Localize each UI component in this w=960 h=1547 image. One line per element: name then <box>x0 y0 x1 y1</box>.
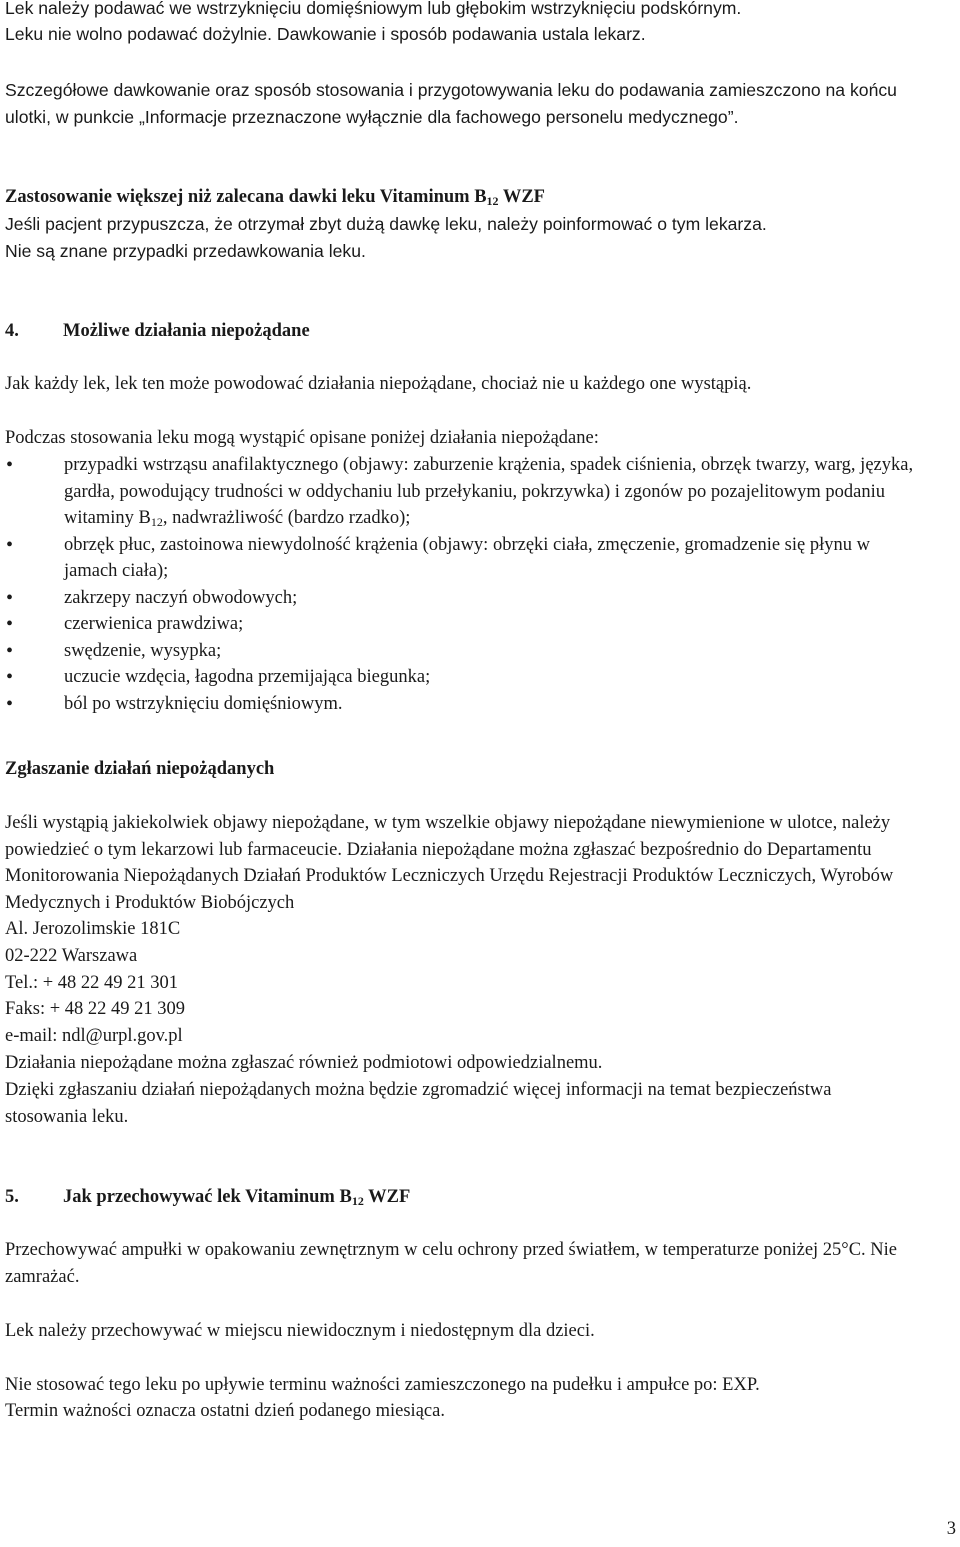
phone-number: Tel.: + 48 22 49 21 301 <box>5 973 179 993</box>
list-item: • obrzęk płuc, zastoinowa niewydolność krążenia (objawy: obrzęki ciała, zmęczenie, gromadzenie się płynu w jamach ciała); <box>6 533 870 581</box>
list-item: • czerwienica prawdziwa; <box>5 611 955 638</box>
address-city: 02-222 Warszawa <box>5 946 138 966</box>
page-number: 3 <box>946 1519 956 1539</box>
children-warning: Lek należy przechowywać w miejscu niewidocznym i niedostępnym dla dzieci. <box>5 1321 595 1341</box>
reporting-paragraph: Jeśli wystąpią jakiekolwiek objawy niepożądane, w tym wszelkie objawy niepożądane niewymienione w ulotce, należy powiedzieć o tym lekarzowi lub farmaceucie. Działania niepożądane można zgłaszać bezpośrednio do Departamentu Monitorowania Niepożądanych Działań Produktów Leczniczych Urzędu Rejestracji Produktów Leczniczych, Wyrobów Medycznych i Produktów Biobójczych <box>5 813 894 913</box>
reporting-also: Działania niepożądane można zgłaszać również podmiotowi odpowiedzialnemu. <box>5 1053 603 1073</box>
section-5-heading: 5. Jak przechowywać lek Vitaminum $B_{12}$ WZF <box>5 1187 411 1208</box>
overdose-heading: Zastosowanie większej niż zalecana dawki leku Vitaminum $B_{12}$ WZF <box>5 187 545 208</box>
expiry-line-2: Termin ważności oznacza ostatni dzień podanego miesiąca. <box>5 1401 445 1421</box>
section-4-heading: 4. Możliwe działania niepożądane <box>5 321 310 341</box>
email-address: e-mail: ndl@urpl.gov.pl <box>5 1026 183 1046</box>
overdose-line-1: Jeśli pacjent przypuszcza, że otrzymał zbyt dużą dawkę leku, należy poinformować o tym lekarza. <box>5 214 767 234</box>
list-item: • przypadki wstrząsu anafilaktycznego (objawy: zaburzenie krążenia, spadek ciśnienia, obrzęk twarzy, warg, języka, gardła, powodujący trudności w oddychaniu lub przełykaniu, pokrzywka) i zgonów po pozajelitowym podaniu witaminy $B_{12}$, nadwrażliwość (bardzo rzadko); <box>6 454 914 529</box>
list-item: • zakrzepy naczyń obwodowych; <box>5 585 955 612</box>
bullet-icon: • <box>6 666 14 688</box>
bullet-icon: • <box>6 586 14 609</box>
storage-instructions: Przechowywać ampułki w opakowaniu zewnętrznym w celu ochrony przed światłem, w temperaturze poniżej 25°C. Nie zamrażać. <box>5 1240 898 1287</box>
bullet-icon: • <box>6 639 14 662</box>
detail-paragraph: Szczegółowe dawkowanie oraz sposób stosowania i przygotowywania leku do podawania zamieszczono na końcu ulotki, w punkcie „Informacje przeznaczone wyłącznie dla fachowego personelu medycznego”. <box>5 80 897 127</box>
overdose-line-2: Nie są znane przypadki przedawkowania leku. <box>5 241 366 261</box>
bullet-icon: • <box>6 692 14 715</box>
bullet-icon: • <box>6 454 14 476</box>
reporting-benefit: Dzięki zgłaszaniu działań niepożądanych można będzie zgromadzić więcej informacji na temat bezpieczeństwa stosowania leku. <box>5 1080 832 1127</box>
side-effects-list <box>5 452 955 717</box>
reporting-heading: Zgłaszanie działań niepożądanych <box>5 759 275 779</box>
expiry-line-1: Nie stosować tego leku po upływie terminu ważności zamieszczonego na pudełku i ampułce po: EXP. <box>5 1375 760 1395</box>
section-4-intro: Jak każdy lek, lek ten może powodować działania niepożądane, chociaż nie u każdego one wystąpią. <box>5 374 752 394</box>
intro-line-2: Leku nie wolno podawać dożylnie. Dawkowanie i sposób podawania ustala lekarz. <box>5 24 646 44</box>
list-item: • swędzenie, wysypka; <box>5 638 955 665</box>
list-item: • uczucie wzdęcia, łagodna przemijająca biegunka; <box>5 664 955 691</box>
bullet-icon: • <box>6 613 14 635</box>
fax-number: Faks: + 48 22 49 21 309 <box>5 999 186 1019</box>
side-effects-list-intro: Podczas stosowania leku mogą wystąpić opisane poniżej działania niepożądane: <box>5 428 599 448</box>
list-item: • ból po wstrzyknięciu domięśniowym. <box>5 691 955 718</box>
bullet-icon: • <box>6 533 14 556</box>
address-street: Al. Jerozolimskie 181C <box>5 919 181 939</box>
intro-line-1: Lek należy podawać we wstrzyknięciu domięśniowym lub głębokim wstrzyknięciu podskórnym. <box>5 0 742 18</box>
